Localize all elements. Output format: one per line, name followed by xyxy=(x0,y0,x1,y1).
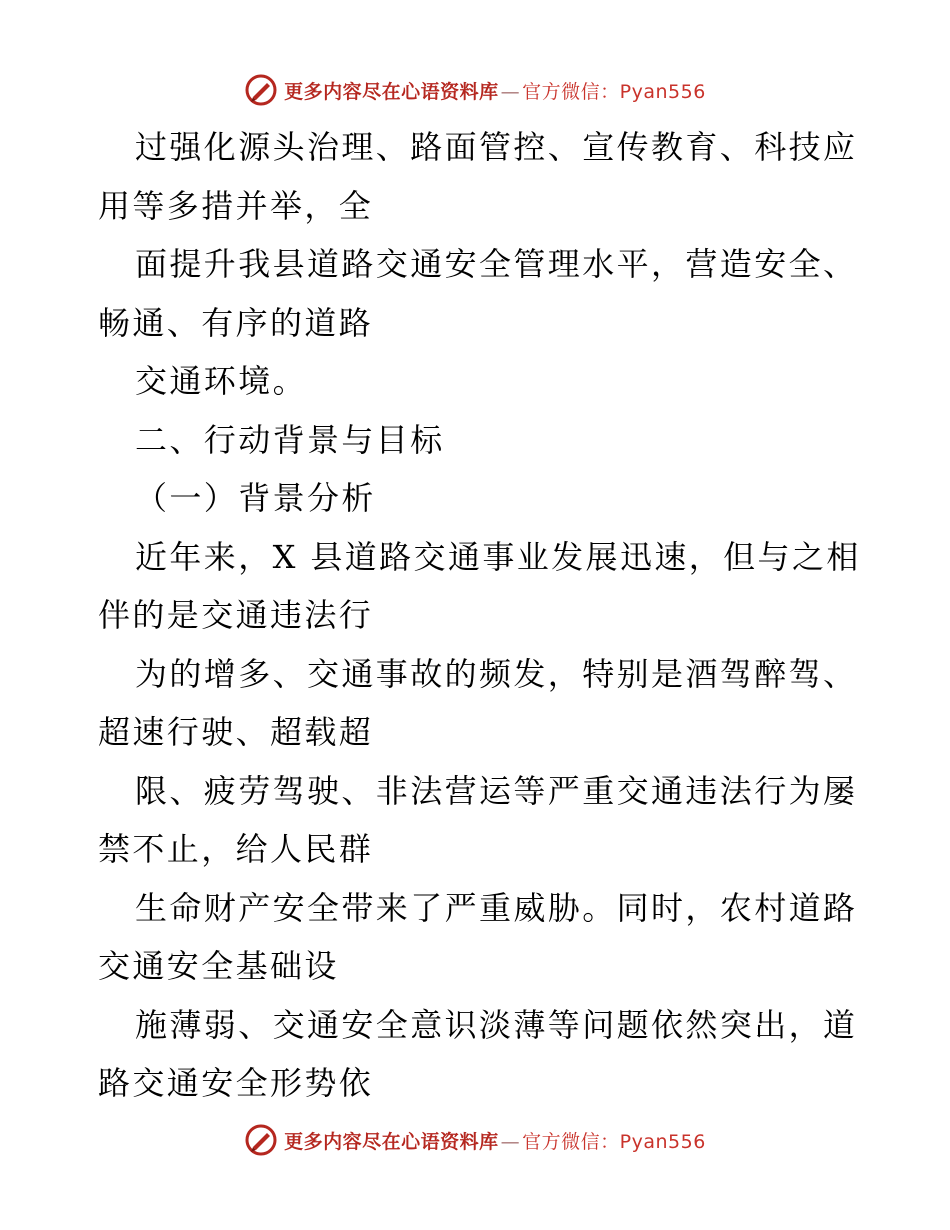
pen-seal-icon xyxy=(244,1123,278,1157)
text-line: 生命财产安全带来了严重威胁。同时，农村道路 xyxy=(135,888,858,927)
text-line: 交通环境。 xyxy=(135,362,308,400)
text-line: 禁不止，给人民群 xyxy=(98,830,374,868)
footer-watermark xyxy=(0,1120,950,1160)
text-line: 面提升我县道路交通安全管理水平，营造安全、 xyxy=(135,245,858,283)
watermark-text xyxy=(284,1127,706,1154)
text-line: 超速行驶、超载超 xyxy=(98,713,374,751)
pen-seal-icon xyxy=(244,73,278,107)
section-heading: 二、行动背景与目标 xyxy=(135,420,445,459)
text-line: 施薄弱、交通安全意识淡薄等问题依然突出，道 xyxy=(135,1005,858,1044)
subsection-heading: （一）背景分析 xyxy=(135,479,376,517)
text-line: 为的增多、交通事故的频发，特别是酒驾醉驾、 xyxy=(135,654,858,693)
text-line: 交通安全基础设 xyxy=(98,947,339,985)
text-line: 畅通、有序的道路 xyxy=(98,303,374,342)
watermark-group xyxy=(244,73,706,107)
text-line: 限、疲劳驾驶、非法营运等严重交通违法行为屡 xyxy=(135,771,858,810)
watermark-text xyxy=(284,77,706,104)
watermark-separator: — xyxy=(500,1130,521,1153)
text-line: 过强化源头治理、路面管控、宣传教育、科技应 xyxy=(135,128,858,166)
watermark-group xyxy=(244,1123,706,1157)
watermark-lead: 更多内容尽在心语资料库 xyxy=(284,1130,499,1153)
text-line: 近年来，X 县道路交通事业发展迅速，但与之相 xyxy=(135,537,861,576)
watermark-separator: — xyxy=(500,80,521,103)
watermark-lead: 更多内容尽在心语资料库 xyxy=(284,80,499,103)
document-body xyxy=(98,118,861,1113)
watermark-official: 官方微信：Pyan556 xyxy=(522,1130,706,1153)
text-line: 路交通安全形势依 xyxy=(98,1064,374,1102)
watermark-official: 官方微信：Pyan556 xyxy=(522,80,706,103)
text-line: 伴的是交通违法行 xyxy=(98,596,374,634)
header-watermark xyxy=(0,70,950,110)
text-line: 用等多措并举，全 xyxy=(98,186,374,225)
